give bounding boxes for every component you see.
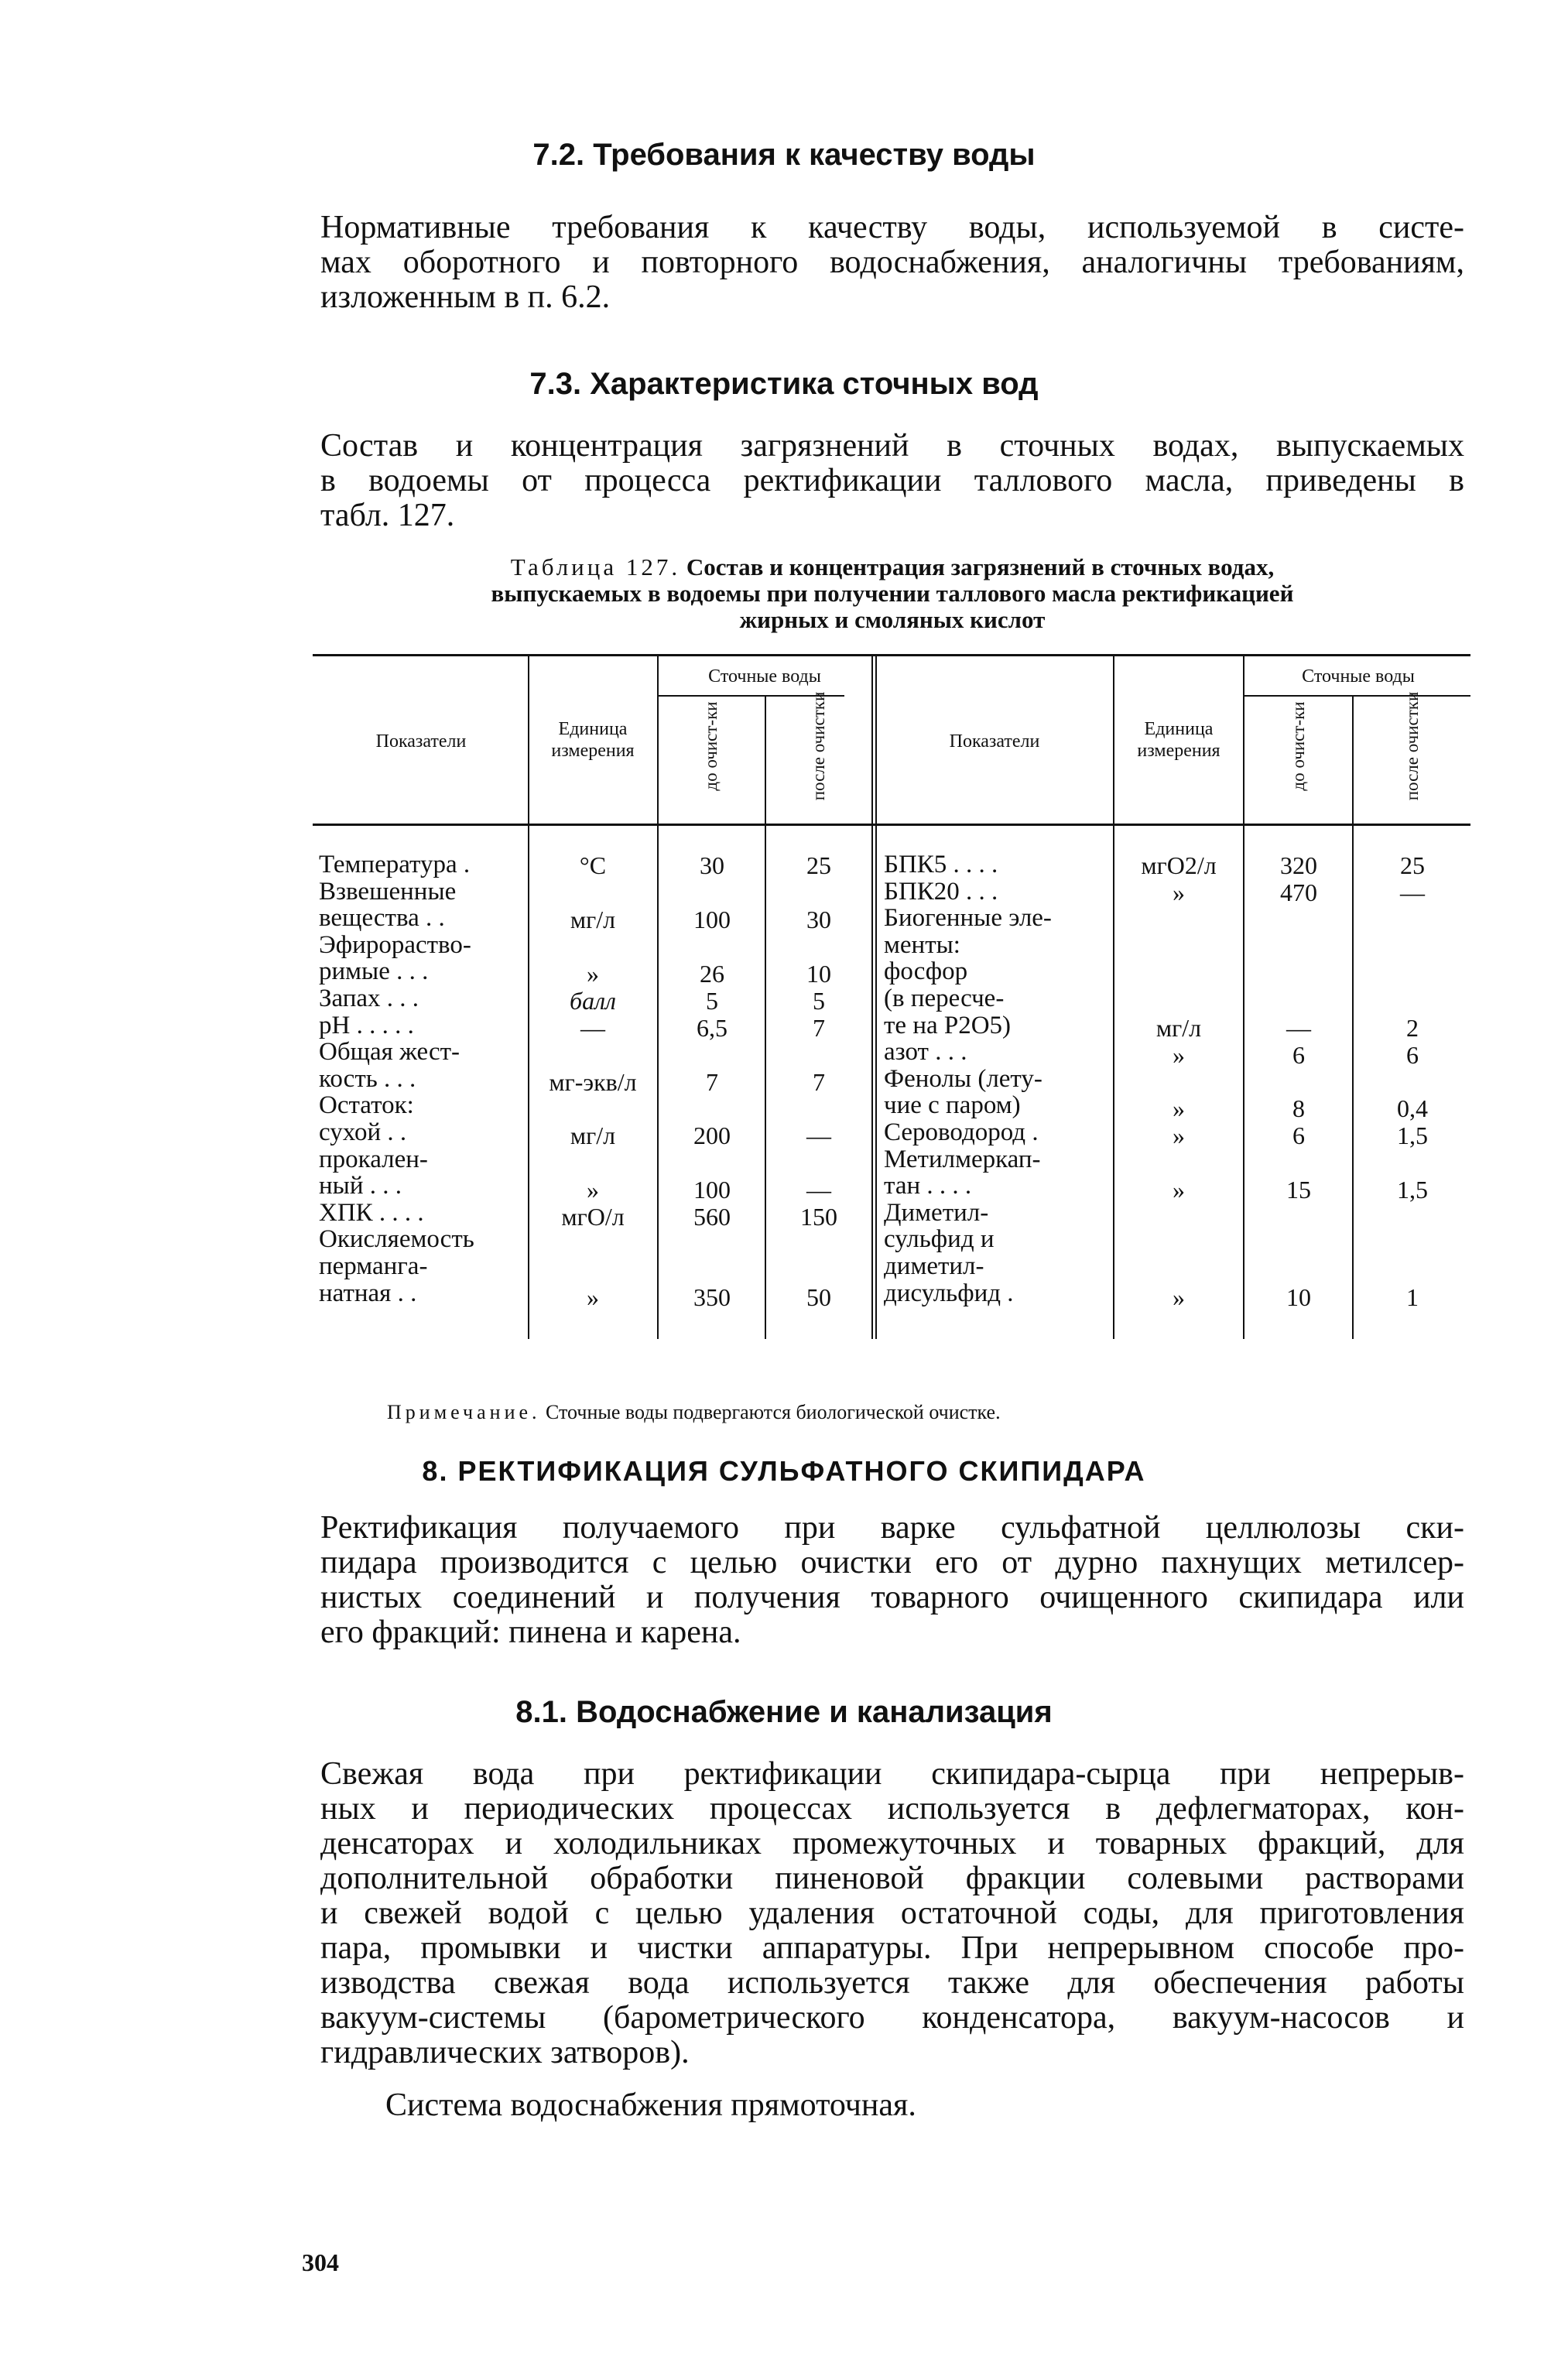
unit-cell: °С	[579, 851, 607, 879]
value-after: 5	[813, 987, 825, 1015]
section-heading-7-3: 7.3. Характеристика сточных вод	[529, 367, 1039, 401]
value-after: —	[1400, 878, 1425, 906]
row-label: Метилмеркап-	[884, 1145, 1041, 1173]
unit-cell: »	[1173, 878, 1185, 906]
row-label: Биогенные эле-	[884, 904, 1052, 933]
row-label: БПК5 . . . .	[884, 851, 998, 878]
value-after: 1,5	[1397, 1121, 1428, 1149]
value-before: 26	[700, 960, 724, 988]
unit-cell: балл	[570, 987, 616, 1015]
row-label: Фенолы (лету-	[884, 1064, 1042, 1093]
row-label: Окисляемость	[319, 1225, 474, 1254]
paragraph-8	[320, 1511, 1464, 1650]
col-rule	[1352, 697, 1354, 1339]
row-label: менты:	[884, 930, 960, 959]
table-title-line: жирных и смоляных кислот	[739, 606, 1046, 633]
text-line: Ректификация получаемого при варке сульфатной целлюлозы ски-	[320, 1510, 1464, 1546]
value-before: 470	[1280, 878, 1317, 906]
row-label: Общая жест-	[319, 1038, 460, 1067]
value-before: 30	[700, 851, 724, 879]
unit-cell: »	[1173, 1176, 1185, 1204]
unit-cell: мг/л	[1155, 1014, 1202, 1042]
value-before: 100	[693, 906, 731, 933]
text-line: табл. 127.	[320, 498, 455, 533]
row-labels-right	[884, 851, 1052, 1306]
row-label: Остаток:	[319, 1091, 414, 1120]
text-line: Состав и концентрация загрязнений в сточных водах, выпускаемых	[320, 428, 1464, 464]
col-double-rule	[875, 656, 877, 1339]
text-line: ных и периодических процессах используется в дефлегматорах, кон-	[320, 1791, 1464, 1827]
text-line: мах оборотного и повторного водоснабжения, аналогичны требованиям,	[320, 245, 1464, 280]
header-indicators: Показатели	[949, 731, 1040, 752]
value-before: —	[1286, 1014, 1311, 1042]
unit-cell: мгО/л	[561, 1203, 625, 1231]
unit-cell: мг/л	[570, 906, 616, 933]
value-after: —	[806, 1121, 831, 1149]
col-rule	[657, 656, 659, 1339]
col-rule	[528, 656, 529, 1339]
text-line: дополнительной обработки пиненовой фракции солевыми растворами	[320, 1861, 1464, 1896]
row-label: прокален-	[319, 1145, 428, 1173]
text-line: Система водоснабжения прямоточная.	[385, 2087, 916, 2123]
paragraph-8-1	[320, 1757, 1464, 2070]
value-after: 7	[813, 1014, 825, 1042]
paragraph-7-3	[320, 429, 1464, 533]
section-heading-8-1: 8.1. Водоснабжение и канализация	[515, 1695, 1053, 1729]
row-label: тан . . . .	[884, 1172, 972, 1200]
row-label: Диметил-	[884, 1198, 989, 1227]
value-after: 0,4	[1397, 1094, 1428, 1122]
row-label: кость . . .	[319, 1064, 416, 1093]
row-label: фосфор	[884, 957, 968, 986]
section-heading-7-2: 7.2. Требования к качеству воды	[532, 138, 1036, 172]
unit-cell: мг-экв/л	[549, 1068, 637, 1096]
table-top-rule	[313, 654, 1470, 656]
value-before: 320	[1280, 851, 1317, 879]
value-before: 8	[1292, 1094, 1305, 1122]
col-rule	[871, 656, 873, 1339]
text-line: денсаторах и холодильниках промежуточных и товарных фракций, для	[320, 1826, 1464, 1861]
header-before-treatment: до очист-ки	[1289, 701, 1308, 791]
text-line: пара, промывки и чистки аппаратуры. При непрерывном способе про-	[320, 1930, 1464, 1966]
section-heading-8: 8. РЕКТИФИКАЦИЯ СУЛЬФАТНОГО СКИПИДАРА	[422, 1455, 1146, 1487]
value-after: 6	[1406, 1041, 1419, 1069]
col-rule	[1243, 656, 1244, 1339]
text-line: и свежей водой с целью удаления остаточной соды, для приготовления	[320, 1895, 1464, 1931]
text-line: гидравлических затворов).	[320, 2035, 690, 2070]
row-label: Запах . . .	[319, 984, 419, 1012]
row-label: Сероводород .	[884, 1118, 1039, 1146]
value-after: 50	[806, 1283, 831, 1311]
unit-cell: мг/л	[570, 1121, 616, 1149]
value-after: 7	[813, 1068, 825, 1096]
page-number: 304	[302, 2248, 339, 2276]
unit-cell: »	[587, 960, 599, 988]
row-label: вещества . .	[319, 904, 445, 933]
row-label: перманга-	[319, 1252, 428, 1280]
text-line: Свежая вода при ректификации скипидара-сырца при непрерыв-	[320, 1756, 1464, 1792]
value-before: 7	[706, 1068, 718, 1096]
col-rule	[1113, 656, 1114, 1339]
header-unit: Единица измерения	[551, 719, 635, 761]
text-line: изводства свежая вода используется также для обеспечения работы	[320, 1965, 1464, 2001]
note-label: Примечание.	[387, 1401, 541, 1423]
row-label: азот . . .	[884, 1038, 967, 1067]
value-after: —	[806, 1176, 831, 1204]
text-line: изложенным в п. 6.2.	[320, 279, 611, 315]
value-after: 25	[1400, 851, 1425, 879]
row-label: чие с паром)	[884, 1091, 1021, 1120]
row-label: ХПК . . . .	[319, 1198, 424, 1227]
unit-cell: мгО2/л	[1141, 851, 1217, 879]
row-labels-left	[319, 851, 474, 1306]
value-after: 30	[806, 906, 831, 933]
value-before: 350	[693, 1283, 731, 1311]
text-line: вакуум-системы (барометрического конденсатора, вакуум-насосов и	[320, 2000, 1464, 2036]
value-after: 150	[800, 1203, 837, 1231]
paragraph-7-2	[320, 211, 1464, 315]
unit-cell: »	[587, 1283, 599, 1311]
value-before: 15	[1286, 1176, 1311, 1204]
row-label: сухой . .	[319, 1118, 407, 1146]
value-after: 2	[1406, 1014, 1419, 1042]
row-label: ный . . .	[319, 1172, 402, 1200]
row-label: БПК20 . . .	[884, 877, 998, 906]
value-after: 1,5	[1397, 1176, 1428, 1204]
header-unit: Единица измерения	[1137, 719, 1221, 761]
row-label: pH . . . . .	[319, 1011, 414, 1039]
table-note	[387, 1401, 1001, 1424]
unit-cell: »	[1173, 1094, 1185, 1122]
header-before-treatment: до очист-ки	[701, 701, 721, 791]
text-line: Нормативные требования к качеству воды, используемой в систе-	[320, 210, 1464, 245]
table-title-line: Состав и концентрация загрязнений в сточных водах,	[686, 553, 1275, 580]
row-label: натная . .	[319, 1279, 417, 1307]
row-label: римые . . .	[319, 957, 429, 986]
note-text: Сточные воды подвергаются биологической очистке.	[546, 1401, 1001, 1423]
value-after: 10	[806, 960, 831, 988]
text-line: нистых соединений и получения товарного очищенного скипидара или	[320, 1580, 1464, 1615]
unit-cell: »	[1173, 1041, 1185, 1069]
header-wastewater: Сточные воды	[1302, 666, 1415, 687]
value-before: 5	[706, 987, 718, 1015]
row-label: Эфирораство-	[319, 930, 471, 959]
text-line: пидара производится с целью очистки его от дурно пахнущих метилсер-	[320, 1545, 1464, 1580]
unit-cell: —	[580, 1014, 605, 1042]
table-caption	[320, 554, 1464, 633]
value-before: 6	[1292, 1121, 1305, 1149]
row-label: сульфид и	[884, 1225, 995, 1254]
value-after: 25	[806, 851, 831, 879]
value-before: 6,5	[697, 1014, 728, 1042]
table-label: Таблица 127.	[510, 553, 681, 580]
header-indicators: Показатели	[375, 731, 467, 752]
paragraph-8-1-last	[320, 2088, 1464, 2123]
subheader-rule-right	[1244, 695, 1470, 697]
row-label: (в пересче-	[884, 984, 1005, 1012]
unit-cell: »	[1173, 1121, 1185, 1149]
header-wastewater: Сточные воды	[708, 666, 821, 687]
row-label: те на P2O5)	[884, 1011, 1012, 1039]
value-before: 560	[693, 1203, 731, 1231]
header-after-treatment: после очистки	[809, 691, 828, 801]
value-before: 100	[693, 1176, 731, 1204]
header-after-treatment: после очистки	[1402, 691, 1422, 801]
row-label: Взвешенные	[319, 877, 457, 906]
table-title-line: выпускаемых в водоемы при получении таллового масла ректификацией	[491, 580, 1294, 607]
row-label: Температура .	[319, 851, 471, 878]
unit-cell: »	[587, 1176, 599, 1204]
value-before: 10	[1286, 1283, 1311, 1311]
row-label: диметил-	[884, 1252, 984, 1280]
table-header-rule	[313, 824, 1470, 826]
row-label: дисульфид .	[884, 1279, 1014, 1307]
text-line: в водоемы от процесса ректификации таллового масла, приведены в	[320, 463, 1464, 498]
value-after: 1	[1406, 1283, 1419, 1311]
unit-cell: »	[1173, 1283, 1185, 1311]
text-line: его фракций: пинена и карена.	[320, 1615, 741, 1650]
value-before: 200	[693, 1121, 731, 1149]
value-before: 6	[1292, 1041, 1305, 1069]
